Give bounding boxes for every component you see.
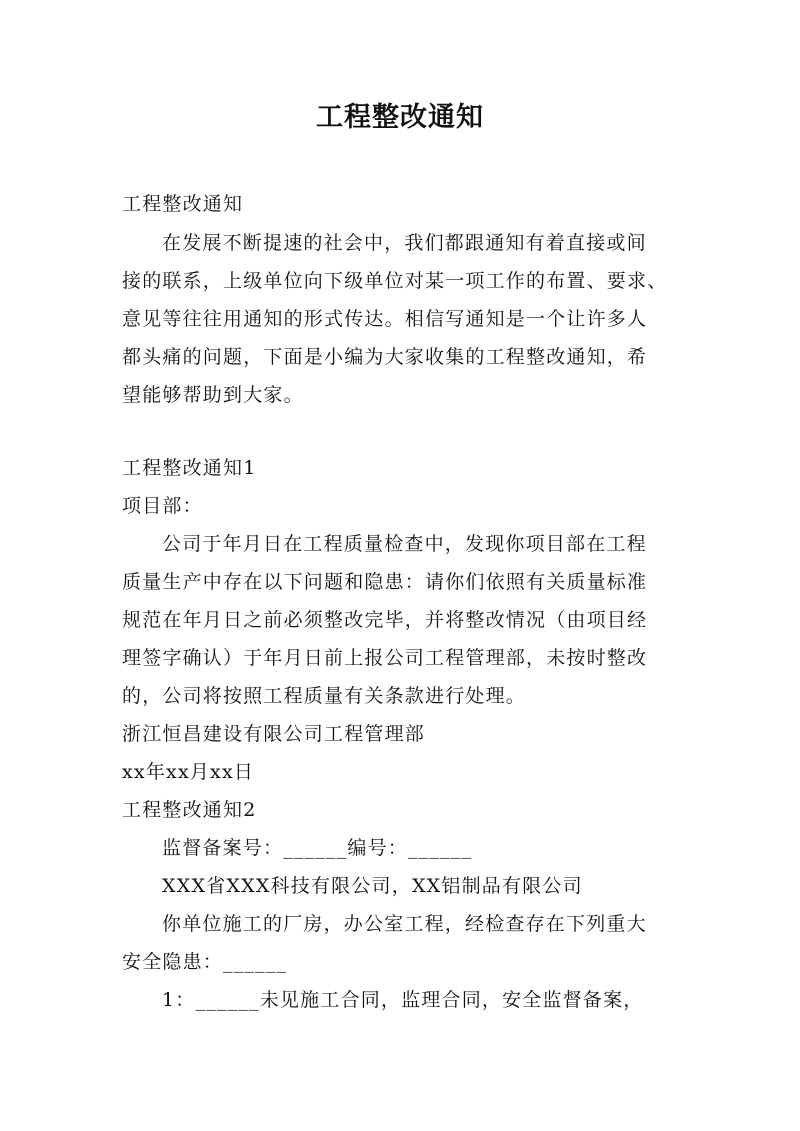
notice1-body-line: 规范在年月日之前必须整改完毕，并将整改情况（由项目经 bbox=[122, 609, 648, 631]
intro-line: 在发展不断提速的社会中，我们都跟通知有着直接或间 bbox=[162, 232, 647, 254]
notice2-body-line: 你单位施工的厂房，办公室工程，经检查存在下列重大 bbox=[162, 913, 647, 935]
notice1-signature: 浙江恒昌建设有限公司工程管理部 bbox=[122, 723, 426, 745]
notice2-body-line: 安全隐患：______ bbox=[122, 951, 288, 973]
intro-line: 望能够帮助到大家。 bbox=[122, 384, 304, 406]
notice1-body-line: 理签字确认）于年月日前上报公司工程管理部，未按时整改 bbox=[122, 647, 648, 669]
notice2-item-1: 1：______未见施工合同，监理合同，安全监督备案， bbox=[162, 989, 644, 1011]
notice1-date: xx年xx月xx日 bbox=[122, 761, 255, 783]
notice1-recipient: 项目部： bbox=[122, 495, 203, 517]
notice2-record-line: 监督备案号：______编号：______ bbox=[162, 837, 473, 859]
intro-line: 都头痛的问题，下面是小编为大家收集的工程整改通知，希 bbox=[122, 346, 648, 368]
notice2-heading: 工程整改通知2 bbox=[122, 799, 257, 821]
document-title: 工程整改通知 bbox=[316, 102, 484, 133]
notice1-body-line: 公司于年月日在工程质量检查中，发现你项目部在工程 bbox=[162, 533, 647, 555]
notice1-body-line: 质量生产中存在以下问题和隐患：请你们依照有关质量标准 bbox=[122, 571, 648, 593]
notice2-company-line: XXX省XXX科技有限公司，XX铝制品有限公司 bbox=[162, 875, 583, 897]
intro-line: 接的联系，上级单位向下级单位对某一项工作的布置、要求、 bbox=[122, 270, 668, 292]
notice1-body-line: 的，公司将按照工程质量有关条款进行处理。 bbox=[122, 685, 527, 707]
section-subtitle: 工程整改通知 bbox=[122, 193, 244, 215]
intro-line: 意见等往往用通知的形式传达。相信写通知是一个让许多人 bbox=[122, 308, 648, 330]
notice1-heading: 工程整改通知1 bbox=[122, 457, 257, 479]
